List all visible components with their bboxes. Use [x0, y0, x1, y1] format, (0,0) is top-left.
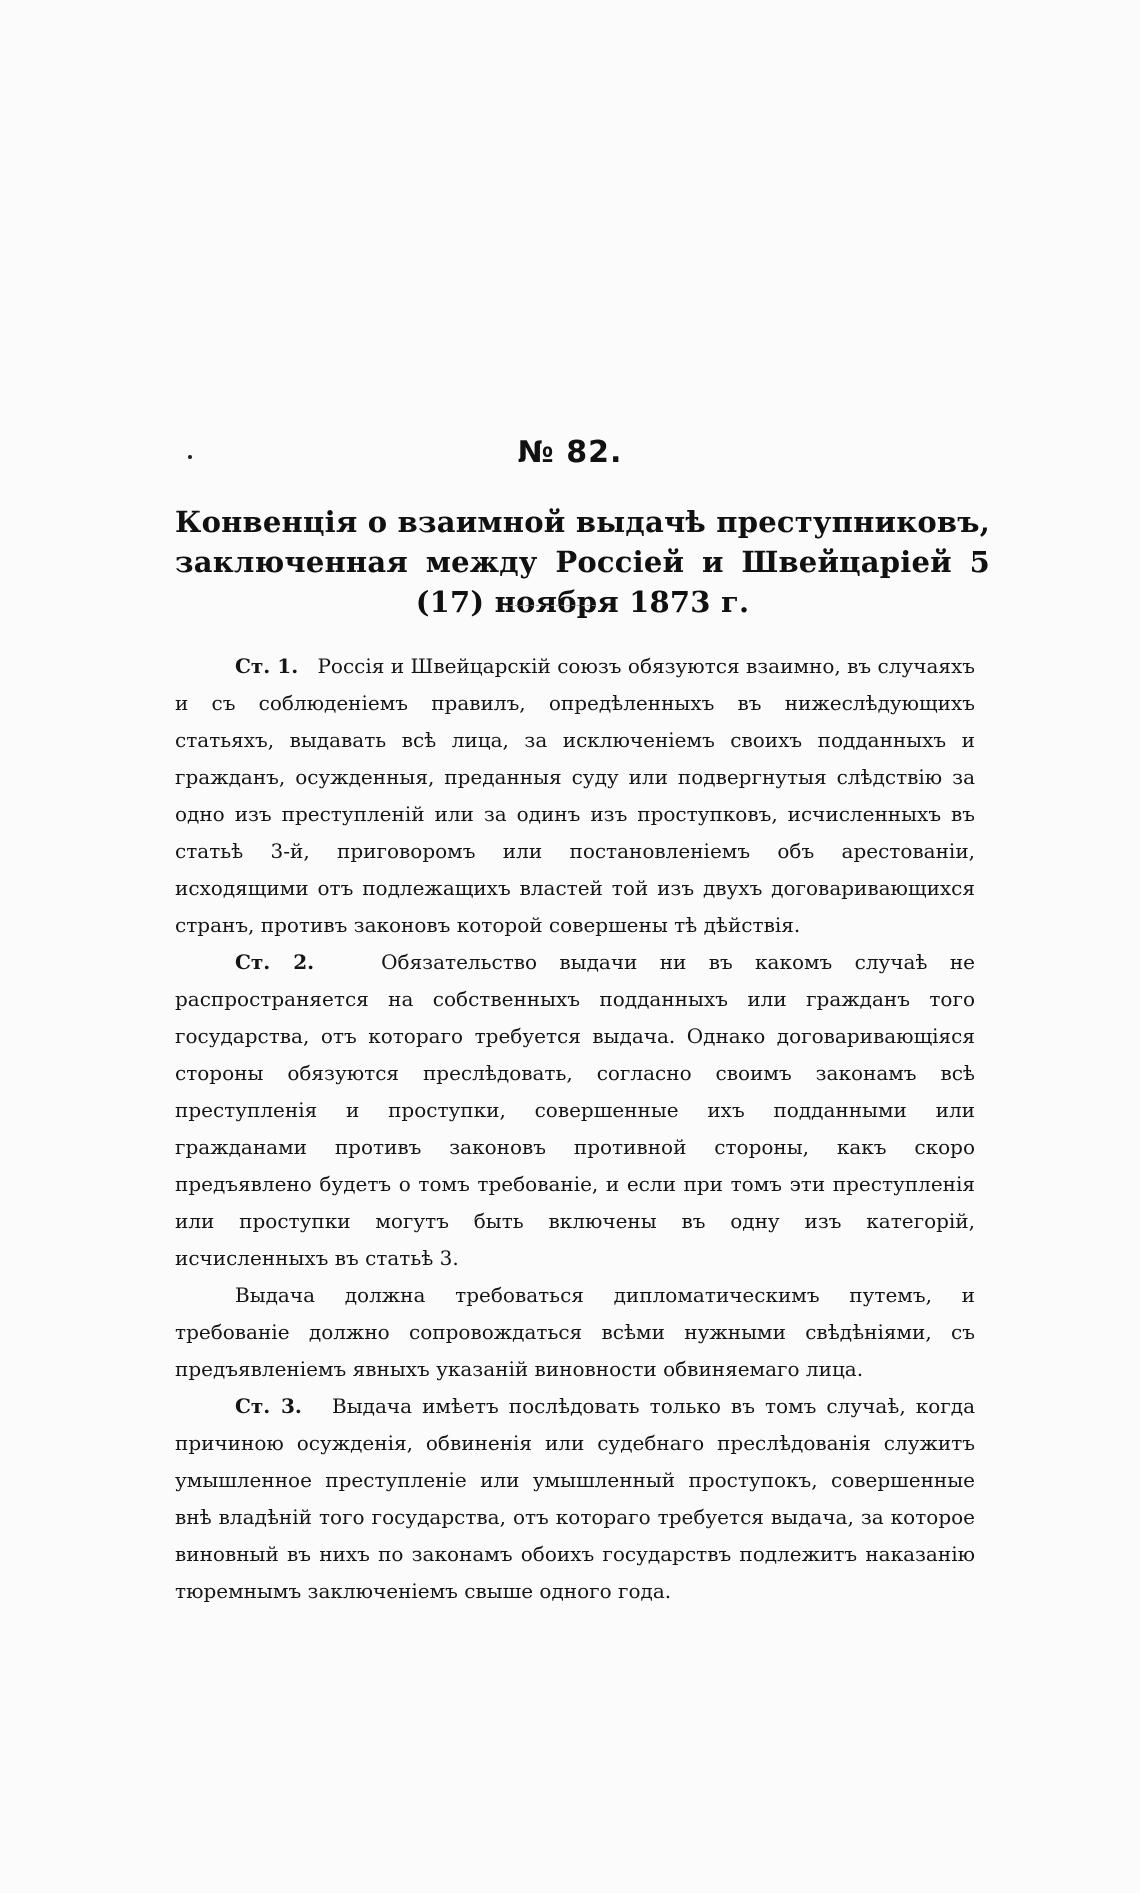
paragraph-text: Россія и Швейцарскій союзъ обязуются взаимно, въ случаяхъ и съ соблюденіемъ правилъ, опредѣленныхъ въ нижеслѣдующихъ статьяхъ, выдавать всѣ лица, за исключеніемъ своихъ подданныхъ и гражданъ, осужденныя, преданныя суду или подвергнутыя слѣдствію за одно изъ преступленій или за одинъ изъ проступковъ, исчисленныхъ въ статьѣ 3-й, приговоромъ или постановленіемъ объ арестованіи, исходящими отъ подлежащихъ властей той изъ двухъ договаривающихся странъ, противъ законовъ которой совершены тѣ дѣйствія.: [175, 654, 975, 937]
paragraph-article-1: [175, 648, 975, 944]
paragraph-text: Обязательство выдачи ни въ какомъ случаѣ не распространяется на собственныхъ подданныхъ или гражданъ того государства, отъ котораго требуется выдача. Однако договаривающіяся стороны обязуются преслѣдовать, согласно своимъ законамъ всѣ преступленія и проступки, совершенные ихъ подданными или гражданами противъ законовъ противной стороны, какъ скоро предъявлено будетъ о томъ требованіе, и если при томъ эти преступленія или проступки могутъ быть включены въ одну изъ категорій, исчисленныхъ въ статьѣ 3.: [175, 950, 976, 1270]
paragraph-text: Выдача имѣетъ послѣдовать только въ томъ случаѣ, когда причиною осужденія, обвиненія или судебнаго преслѣдованія служитъ умышленное преступленіе или умышленный проступокъ, совершенные внѣ владѣній того государства, отъ котораго требуется выдача, за которое виновный въ нихъ по законамъ обоихъ государствъ подлежитъ наказанію тюремнымъ заключеніемъ свыше одного года.: [175, 1394, 975, 1603]
article-label: Ст. 1.: [235, 654, 299, 678]
paragraph-text: Выдача должна требоваться дипломатическимъ путемъ, и требованіе должно сопровождаться всѣми нужными свѣдѣніями, съ предъявленіемъ явныхъ указаній виновности обвиняемаго лица.: [175, 1283, 975, 1381]
paragraph-article-2: [175, 944, 975, 1277]
article-label: Ст. 2.: [235, 950, 315, 974]
title-divider: [505, 605, 595, 606]
paragraph-article-2-continued: [175, 1277, 975, 1388]
paragraph-article-3: [175, 1388, 975, 1610]
document-number: № 82.: [517, 435, 623, 470]
document-body: [175, 648, 975, 1610]
document-title: Конвенція о взаимной выдачѣ преступниковъ, заключенная между Россіей и Швейцаріей 5 (17) ноября 1873 г.: [175, 505, 990, 619]
article-label: Ст. 3.: [235, 1394, 302, 1418]
